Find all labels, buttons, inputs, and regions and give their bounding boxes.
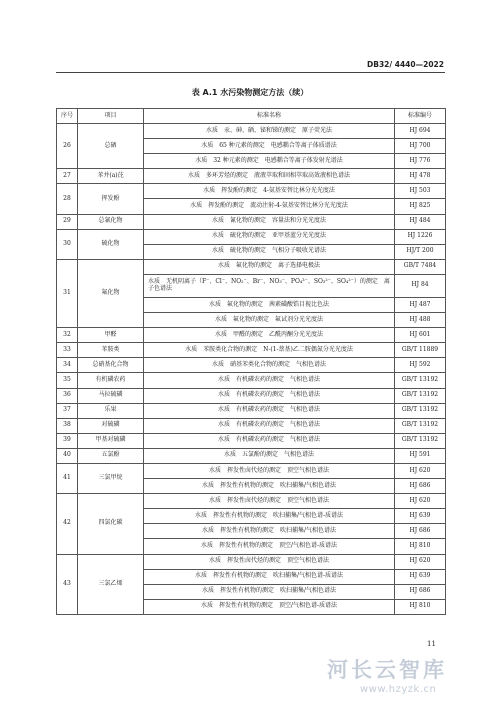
cell-standard-code: HJ 591: [395, 448, 446, 463]
page-number: 11: [427, 640, 436, 648]
cell-standard-name: 水质 挥发性有机物的测定 吹扫捕集/气相色谱-质谱法: [144, 509, 395, 524]
cell-item: 四氯化碳: [78, 494, 144, 554]
cell-standard-code: HJ 503: [395, 184, 446, 199]
cell-standard-name: 水质 氟化物的测定 氟试剂分光光度法: [144, 313, 395, 328]
table-row: [57, 184, 446, 199]
cell-standard-name: 水质 硫化物的测定 气相分子吸收光谱法: [144, 244, 395, 259]
cell-standard-name: 水质 挥发性有机物的测定 顶空/气相色谱-质谱法: [144, 539, 395, 554]
cell-standard-code: HJ 810: [395, 539, 446, 554]
table-row: [57, 554, 446, 569]
cell-standard-code: HJ 620: [395, 554, 446, 569]
cell-standard-code: HJ 686: [395, 479, 446, 494]
cell-standard-code: HJ 686: [395, 524, 446, 539]
cell-standard-name: 水质 挥发酚的测定 4-氨基安替比林分光光度法: [144, 184, 395, 199]
table-row: [57, 418, 446, 433]
cell-standard-name: 水质 硝基苯类化合物的测定 气相色谱法: [144, 358, 395, 373]
cell-standard-code: HJ 700: [395, 139, 446, 154]
table-row: [57, 124, 446, 139]
cell-standard-code: HJ/T 200: [395, 244, 446, 259]
cell-no: 41: [57, 463, 78, 493]
cell-standard-code: HJ 776: [395, 154, 446, 169]
cell-no: 33: [57, 343, 78, 358]
cell-standard-name: 水质 挥发酚的测定 流动注射-4-氨基安替比林分光光度法: [144, 199, 395, 214]
watermark-logo-text: 河长云智库: [327, 658, 447, 682]
cell-standard-code: GB/T 13192: [395, 418, 446, 433]
cell-standard-name: 水质 苯胺类化合物的测定 N-(1-萘基)乙二胺偶氮分光光度法: [144, 343, 395, 358]
cell-standard-name: 水质 有机磷农药的测定 气相色谱法: [144, 373, 395, 388]
cell-no: 29: [57, 214, 78, 229]
cell-standard-name: 水质 有机磷农药的测定 气相色谱法: [144, 433, 395, 448]
cell-standard-code: HJ 694: [395, 124, 446, 139]
table-body: [57, 124, 446, 615]
header-no: 序号: [57, 109, 78, 124]
cell-standard-name: 水质 硫化物的测定 亚甲基蓝分光光度法: [144, 229, 395, 244]
cell-no: 27: [57, 169, 78, 184]
table-row: [57, 259, 446, 274]
cell-standard-code: HJ 1226: [395, 229, 446, 244]
cell-standard-code: HJ 825: [395, 199, 446, 214]
cell-item: 总硒: [78, 124, 144, 169]
cell-item: 总氰化物: [78, 214, 144, 229]
cell-item: 苯并(a)芘: [78, 169, 144, 184]
cell-standard-name: 水质 挥发性有机物的测定 吹扫捕集/气相色谱-质谱法: [144, 569, 395, 584]
table-row: [57, 214, 446, 229]
cell-standard-name: 水质 挥发性卤代烃的测定 顶空气相色谱法: [144, 463, 395, 478]
cell-standard-name: 水质 有机磷农药的测定 气相色谱法: [144, 388, 395, 403]
cell-no: 34: [57, 358, 78, 373]
cell-standard-code: HJ 601: [395, 328, 446, 343]
cell-no: 43: [57, 554, 78, 614]
cell-standard-code: HJ 488: [395, 313, 446, 328]
cell-standard-name: 水质 挥发性卤代烃的测定 顶空气相色谱法: [144, 554, 395, 569]
cell-item: 马拉硫磷: [78, 388, 144, 403]
cell-no: 40: [57, 448, 78, 463]
cell-item: 五氯酚: [78, 448, 144, 463]
cell-standard-code: HJ 686: [395, 584, 446, 599]
standard-number: DB32/ 4440—2022: [367, 60, 444, 69]
table-header-row: [57, 109, 446, 124]
table-row: [57, 169, 446, 184]
cell-no: 32: [57, 328, 78, 343]
cell-standard-name: 水质 五氯酚的测定 气相色谱法: [144, 448, 395, 463]
cell-standard-name: 水质 多环芳烃的测定 液液萃取和固相萃取高效液相色谱法: [144, 169, 395, 184]
cell-standard-name: 水质 挥发性有机物的测定 吹扫捕集/气相色谱法: [144, 524, 395, 539]
watermark-url: www.hzyzk.cn: [360, 684, 437, 695]
cell-item: 有机磷农药: [78, 373, 144, 388]
header-divider: [56, 72, 445, 73]
cell-standard-name: 水质 有机磷农药的测定 气相色谱法: [144, 418, 395, 433]
cell-item: 乐果: [78, 403, 144, 418]
cell-item: 甲基对硫磷: [78, 433, 144, 448]
cell-standard-code: HJ 484: [395, 214, 446, 229]
table-row: [57, 433, 446, 448]
table-row: [57, 343, 446, 358]
cell-item: 挥发酚: [78, 184, 144, 214]
cell-no: 30: [57, 229, 78, 259]
cell-standard-code: HJ 639: [395, 569, 446, 584]
cell-standard-name: 水质 氟化物的测定 茜素磺酸锆目视比色法: [144, 297, 395, 312]
cell-standard-code: HJ 620: [395, 494, 446, 509]
table-row: [57, 373, 446, 388]
table-caption: 表 A.1 水污染物测定方法（续）: [191, 88, 309, 97]
table-row: [57, 229, 446, 244]
table-row: [57, 328, 446, 343]
cell-item: 苯胺类: [78, 343, 144, 358]
cell-no: 35: [57, 373, 78, 388]
cell-no: 31: [57, 259, 78, 327]
cell-standard-name: 水质 挥发性有机物的测定 顶空/气相色谱-质谱法: [144, 599, 395, 614]
cell-no: 39: [57, 433, 78, 448]
cell-standard-name: 水质 汞、砷、硒、铋和锑的测定 原子荧光法: [144, 124, 395, 139]
cell-standard-code: HJ 84: [395, 274, 446, 297]
table-row: [57, 494, 446, 509]
header-standard-name: 标准名称: [144, 109, 395, 124]
cell-standard-code: HJ 639: [395, 509, 446, 524]
cell-standard-code: HJ 478: [395, 169, 446, 184]
cell-standard-code: HJ 620: [395, 463, 446, 478]
cell-no: 42: [57, 494, 78, 554]
cell-standard-code: GB/T 13192: [395, 433, 446, 448]
cell-standard-name: 水质 氰化物的测定 容量法和分光光度法: [144, 214, 395, 229]
cell-standard-code: GB/T 13192: [395, 388, 446, 403]
table-row: [57, 388, 446, 403]
table-row: [57, 358, 446, 373]
cell-standard-code: GB/T 13192: [395, 373, 446, 388]
table-row: [57, 463, 446, 478]
cell-standard-code: HJ 487: [395, 297, 446, 312]
cell-standard-code: HJ 810: [395, 599, 446, 614]
cell-standard-name: 水质 32 种元素的测定 电感耦合等离子体发射光谱法: [144, 154, 395, 169]
cell-no: 36: [57, 388, 78, 403]
cell-standard-name: 水质 氟化物的测定 离子选择电极法: [144, 259, 395, 274]
table-row: [57, 403, 446, 418]
cell-standard-name: 水质 挥发性卤代烃的测定 顶空气相色谱法: [144, 494, 395, 509]
cell-no: 26: [57, 124, 78, 169]
cell-standard-name: 水质 有机磷农药的测定 气相色谱法: [144, 403, 395, 418]
cell-standard-name: 水质 挥发性有机物的测定 吹扫捕集/气相色谱法: [144, 479, 395, 494]
cell-no: 38: [57, 418, 78, 433]
cell-standard-code: GB/T 7484: [395, 259, 446, 274]
cell-standard-name: 水质 65 种元素的测定 电感耦合等离子体质谱法: [144, 139, 395, 154]
cell-no: 37: [57, 403, 78, 418]
cell-item: 总硝基化合物: [78, 358, 144, 373]
cell-item: 硫化物: [78, 229, 144, 259]
cell-item: 三氯甲烷: [78, 463, 144, 493]
cell-item: 甲醛: [78, 328, 144, 343]
cell-standard-name: 水质 挥发性有机物的测定 吹扫捕集/气相色谱法: [144, 584, 395, 599]
header-standard-code: 标准编号: [395, 109, 446, 124]
cell-item: 氟化物: [78, 259, 144, 327]
cell-standard-code: GB/T 11889: [395, 343, 446, 358]
cell-standard-code: HJ 592: [395, 358, 446, 373]
table-row: [57, 448, 446, 463]
cell-item: 对硫磷: [78, 418, 144, 433]
cell-standard-code: GB/T 13192: [395, 403, 446, 418]
header-item: 项目: [78, 109, 144, 124]
cell-standard-name: 水质 甲醛的测定 乙酰丙酮分光光度法: [144, 328, 395, 343]
methods-table: [56, 108, 446, 615]
cell-item: 三氯乙烯: [78, 554, 144, 614]
cell-no: 28: [57, 184, 78, 214]
cell-standard-name: 水质 无机阴离子（F⁻、Cl⁻、NO₂⁻、Br⁻、NO₃⁻、PO₄³⁻、SO₃²⁻、SO₄²⁻）的测定 离子色谱法: [144, 274, 395, 297]
